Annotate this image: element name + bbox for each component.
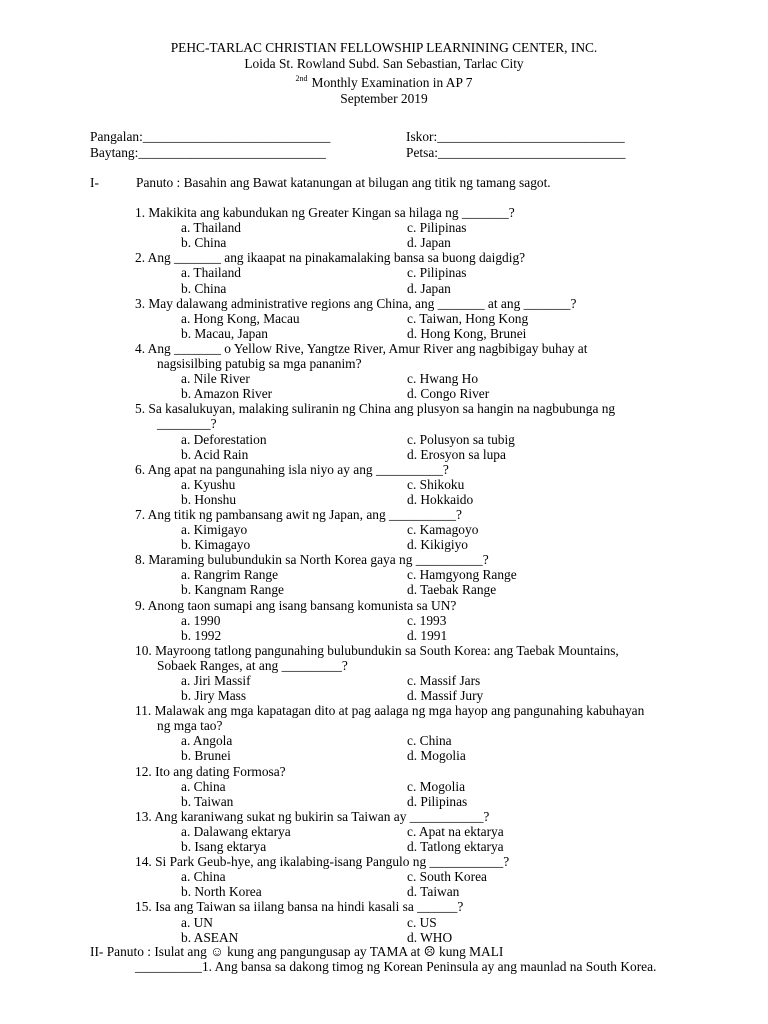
choice-d[interactable]: d. 1991 (407, 627, 448, 643)
choice-d[interactable]: d. Massif Jury (407, 688, 484, 704)
choice-row (181, 492, 730, 507)
choice-a[interactable]: a. Kimigayo (181, 522, 248, 538)
choice-c[interactable]: c. Mogolia (407, 778, 466, 794)
choice-c[interactable]: c. Shikoku (407, 476, 465, 492)
choice-row (181, 265, 730, 280)
choice-b[interactable]: b. Kangnam Range (181, 582, 285, 598)
choice-b[interactable]: b. Acid Rain (181, 446, 249, 462)
baytang-field[interactable]: Baytang:____________________________ (90, 145, 326, 160)
choice-row (181, 447, 730, 462)
choice-a[interactable]: a. Thailand (181, 265, 241, 281)
choice-a[interactable]: a. Kyushu (181, 476, 236, 492)
choice-row (181, 688, 730, 703)
choice-a[interactable]: a. Rangrim Range (181, 567, 279, 583)
choice-b[interactable]: b. China (181, 280, 227, 296)
question-text: 9. Anong taon sumapi ang isang bansang komunista sa UN? (135, 597, 457, 613)
choice-row (181, 884, 730, 899)
choice-d[interactable]: d. Erosyon sa lupa (407, 446, 506, 462)
choice-c[interactable]: c. China (407, 733, 452, 749)
choice-d[interactable]: d. Pilipinas (407, 793, 468, 809)
choice-b[interactable]: b. Brunei (181, 748, 231, 764)
question-item (90, 401, 730, 461)
question-text: 12. Ito ang dating Formosa? (135, 763, 286, 779)
choice-row (181, 522, 730, 537)
choice-a[interactable]: a. China (181, 778, 226, 794)
question-text: 7. Ang titik ng pambansang awit ng Japan, ang __________? (135, 506, 462, 522)
choice-row (181, 582, 730, 597)
choice-row (181, 220, 730, 235)
choice-row (181, 628, 730, 643)
choice-d[interactable]: d. WHO (407, 929, 453, 945)
question-item (90, 809, 730, 854)
question-item (90, 764, 730, 809)
choice-c[interactable]: c. 1993 (407, 612, 447, 628)
choice-row (181, 673, 730, 688)
question-text-continued: nagsisilbing patubig sa mga pananim? (157, 356, 362, 372)
question-item (90, 854, 730, 899)
iskor-field[interactable]: Iskor:____________________________ (406, 129, 625, 144)
choice-b[interactable]: b. ASEAN (181, 929, 239, 945)
petsa-field[interactable]: Petsa:____________________________ (406, 145, 626, 160)
choice-row (181, 235, 730, 250)
choice-c[interactable]: c. Apat na ektarya (407, 823, 504, 839)
exam-date: September 2019 (340, 90, 428, 106)
choice-row (181, 869, 730, 884)
choice-b[interactable]: b. Macau, Japan (181, 325, 269, 341)
choice-b[interactable]: b. Honshu (181, 491, 237, 507)
choice-b[interactable]: b. Jiry Mass (181, 688, 247, 704)
choice-c[interactable]: c. Hamgyong Range (407, 567, 517, 583)
document-header (0, 40, 768, 106)
question-text: 8. Maraming bulubundukin sa North Korea gaya ng __________? (135, 552, 489, 568)
choice-a[interactable]: a. Thailand (181, 220, 241, 236)
exam-title-line (0, 71, 768, 91)
choice-b[interactable]: b. North Korea (181, 884, 262, 900)
choice-d[interactable]: d. Hong Kong, Brunei (407, 325, 527, 341)
choice-c[interactable]: c. Polusyon sa tubig (407, 431, 515, 447)
pangalan-field[interactable]: Pangalan:____________________________ (90, 129, 331, 144)
choice-a[interactable]: a. UN (181, 914, 213, 930)
question-item (90, 250, 730, 295)
choice-d[interactable]: d. Congo River (407, 386, 490, 402)
choice-row (181, 930, 730, 945)
answer-choices (135, 311, 730, 341)
question-text: 5. Sa kasalukuyan, malaking suliranin ng China ang plusyon sa hangin na nagbubunga ng (135, 401, 616, 417)
choice-a[interactable]: a. Hong Kong, Macau (181, 310, 300, 326)
choice-a[interactable]: a. Jiri Massif (181, 673, 251, 688)
question-text: 15. Isa ang Taiwan sa iilang bansa na hindi kasali sa ______? (135, 899, 464, 915)
question-text-continued: ng mga tao? (157, 718, 223, 734)
section-one (90, 175, 730, 945)
choice-d[interactable]: d. Kikigiyo (407, 537, 469, 553)
choice-row (181, 326, 730, 341)
question-item (90, 552, 730, 597)
choice-d[interactable]: d. Tatlong ektarya (407, 839, 504, 855)
section-number: I- (90, 175, 99, 190)
school-name: PEHC-TARLAC CHRISTIAN FELLOWSHIP LEARNINING CENTER, INC. (170, 40, 598, 55)
question-item (90, 462, 730, 507)
choice-row (181, 779, 730, 794)
choice-a[interactable]: a. Angola (181, 733, 233, 749)
choice-row (181, 386, 730, 401)
choice-b[interactable]: b. Kimagayo (181, 537, 251, 553)
choice-b[interactable]: b. Amazon River (181, 386, 273, 402)
question-item (90, 296, 730, 341)
question-text: 11. Malawak ang mga kapatagan dito at pag aalaga ng mga hayop ang pangunahing kabuhayan (135, 703, 645, 719)
choice-c[interactable]: c. Pilipinas (407, 220, 467, 236)
choice-row (181, 537, 730, 552)
choice-b[interactable]: b. China (181, 235, 227, 251)
answer-choices (135, 915, 730, 945)
answer-choices (135, 477, 730, 507)
question-item (90, 205, 730, 250)
answer-choices (135, 567, 730, 597)
answer-choices (135, 779, 730, 809)
choice-row (181, 915, 730, 930)
question-list (90, 205, 730, 945)
section-one-heading (90, 175, 730, 190)
choice-c[interactable]: c. South Korea (407, 869, 487, 885)
section-two (90, 944, 750, 974)
choice-c[interactable]: c. Taiwan, Hong Kong (407, 310, 529, 326)
question-text: 1. Makikita ang kabundukan ng Greater Kingan sa hilaga ng _______? (135, 205, 515, 221)
choice-row (181, 311, 730, 326)
choice-a[interactable]: a. Deforestation (181, 431, 267, 447)
choice-c[interactable]: c. Kamagoyo (407, 522, 479, 538)
question-text: 2. Ang _______ ang ikaapat na pinakamalaking bansa sa buong daigdig? (135, 250, 526, 266)
choice-d[interactable]: d. Mogolia (407, 748, 466, 764)
choice-row (181, 281, 730, 296)
choice-d[interactable]: d. Hokkaido (407, 491, 474, 507)
student-info (90, 129, 690, 161)
choice-row (181, 733, 730, 748)
question-text: 3. May dalawang administrative regions ang China, ang _______ at ang _______? (135, 295, 577, 311)
choice-d[interactable]: d. Taebak Range (407, 582, 497, 598)
answer-choices (135, 824, 730, 854)
choice-a[interactable]: a. Nile River (181, 371, 250, 387)
choice-d[interactable]: d. Taiwan (407, 884, 460, 900)
question-text-continued: Sobaek Ranges, at ang _________? (157, 657, 348, 673)
choice-a[interactable]: a. 1990 (181, 612, 221, 628)
choice-b[interactable]: b. 1992 (181, 627, 222, 643)
answer-choices (135, 265, 730, 295)
question-text: 6. Ang apat na pangunahing isla niyo ay ang __________? (135, 461, 449, 477)
choice-row (181, 748, 730, 763)
answer-choices (135, 220, 730, 250)
question-text: 10. Mayroong tatlong pangunahing bulubundukin sa South Korea: ang Taebak Mountains, (135, 642, 619, 658)
choice-a[interactable]: a. Dalawang ektarya (181, 823, 291, 839)
choice-c[interactable]: c. Hwang Ho (407, 371, 479, 387)
choice-d[interactable]: d. Japan (407, 235, 451, 251)
answer-choices (135, 733, 730, 763)
answer-choices (135, 613, 730, 643)
choice-c[interactable]: c. Massif Jars (407, 673, 481, 688)
choice-c[interactable]: c. Pilipinas (407, 265, 467, 281)
section-two-instruction: II- Panuto : Isulat ang ☺ kung ang pangungusap ay TAMA at ☹ kung MALI (90, 944, 504, 959)
choice-b[interactable]: b. Isang ektarya (181, 839, 267, 855)
answer-choices (135, 673, 730, 703)
answer-choices (135, 522, 730, 552)
question-item (90, 507, 730, 552)
choice-row (181, 794, 730, 809)
question-text: 13. Ang karaniwang sukat ng bukirin sa Taiwan ay ___________? (135, 808, 490, 824)
choice-row (181, 824, 730, 839)
question-item (90, 899, 730, 944)
question-item (90, 703, 730, 763)
exam-title: Monthly Examination in AP 7 (311, 75, 473, 90)
choice-row (181, 477, 730, 492)
school-address: Loida St. Rowland Subd. San Sebastian, Tarlac City (244, 55, 524, 71)
choice-a[interactable]: a. China (181, 869, 226, 885)
question-text-continued: ________? (157, 416, 217, 432)
choice-d[interactable]: d. Japan (407, 280, 451, 296)
answer-choices (135, 371, 730, 401)
question-text: 4. Ang _______ o Yellow Rive, Yangtze River, Amur River ang nagbibigay buhay at (135, 340, 588, 356)
question-item (90, 643, 730, 703)
section-one-instruction: Panuto : Basahin ang Bawat katanungan at bilugan ang titik ng tamang sagot. (136, 175, 551, 190)
choice-row (181, 567, 730, 582)
choice-row (181, 432, 730, 447)
answer-choices (135, 432, 730, 462)
choice-b[interactable]: b. Taiwan (181, 793, 234, 809)
choice-c[interactable]: c. US (407, 914, 437, 930)
exam-ordinal: 2nd (295, 74, 308, 83)
choice-row (181, 613, 730, 628)
answer-choices (135, 869, 730, 899)
question-text: 14. Si Park Geub-hye, ang ikalabing-isang Pangulo ng ___________? (135, 854, 510, 870)
true-false-item[interactable]: __________1. Ang bansa sa dakong timog ng Korean Peninsula ay ang maunlad na South Korea. (135, 959, 657, 975)
question-item (90, 341, 730, 401)
choice-row (181, 839, 730, 854)
choice-row (181, 371, 730, 386)
question-item (90, 598, 730, 643)
